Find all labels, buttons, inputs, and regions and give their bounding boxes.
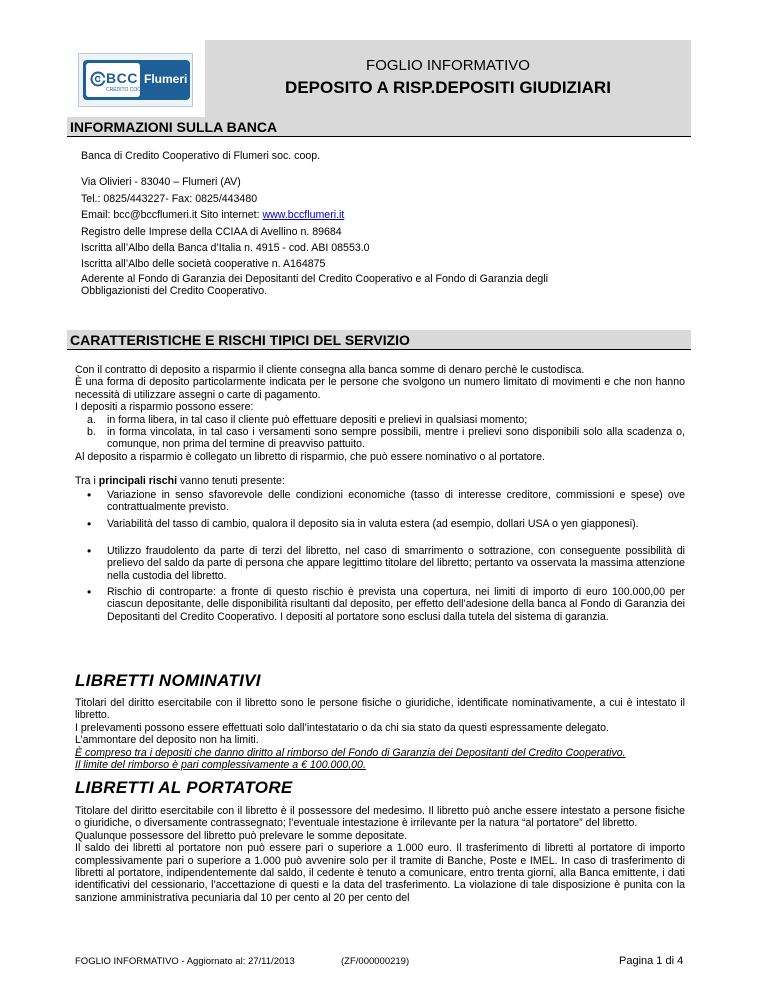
features-p2: È una forma di deposito particolarmente indicata per le persone che svolgono un numero limitato di movimenti e che non hanno necessità di utilizzare assegni o carte di pagamento. bbox=[75, 376, 685, 401]
bcc-logo-icon bbox=[90, 71, 106, 87]
bank-fondo-line1: Aderente al Fondo di Garanzia dei Depositanti del Credito Cooperativo e al Fondo di Garanzia degli bbox=[81, 272, 548, 285]
bank-albo-coop: Iscritta all’Albo delle società cooperative n. A164875 bbox=[81, 258, 326, 271]
logo-subtitle: CREDITO COOPERATIVO bbox=[106, 87, 167, 93]
bank-name: Banca di Credito Cooperativo di Flumeri soc. coop. bbox=[81, 150, 321, 162]
nominativi-p5: Il limite del rimborso è pari complessivamente a € 100.000,00. bbox=[75, 759, 366, 772]
bullet-icon: • bbox=[87, 488, 92, 502]
bank-registry: Registro delle Imprese della CCIAA di Avellino n. 89684 bbox=[81, 225, 342, 238]
risk-item-2: Variabilità del tasso di cambio, qualora il deposito sia in valuta estera (ad esempio, dollari USA o yen giapponesi). bbox=[107, 518, 639, 530]
document-type: FOGLIO INFORMATIVO bbox=[366, 57, 530, 74]
portatore-p3: Il saldo dei libretti al portatore non può essere pari o superiore a 1.000 euro. Il trasferimento di libretti al portatore di importo complessivamente pari o superiore a 1.000 può avvenire solo per il tramite di Banche, Poste e IMEL. In caso di trasferimento di libretti al portatore, indipendentemente dal saldo, il cedente è tenuto a comunicare, entro trenta giorni, alla Banca emittente, i dati identificativi del cessionario, l’accettazione di questi e la data del trasferimento. La violazione di tale disposizione è punita con la sanzione amministrativa pecuniaria dal 10 per cento al 20 per cento del bbox=[75, 842, 685, 904]
item-b-text: in forma vincolata, in tal caso i versamenti sono sempre possibili, mentre i prelievi sono disponibili solo alla scadenza o, comunque, non prima del termine di preavviso pattuito. bbox=[107, 426, 685, 451]
document-title: DEPOSITO A RISP.DEPOSITI GIUDIZIARI bbox=[285, 78, 611, 97]
portatore-body bbox=[75, 805, 685, 904]
features-p1: Con il contratto di deposito a risparmio il cliente consegna alla banca somme di denaro perchè le custodisca. bbox=[75, 364, 585, 376]
page-number: Pagina 1 di 4 bbox=[619, 955, 684, 967]
bank-email-line: Email: bcc@bccflumeri.it Sito internet: www.bccflumeri.it bbox=[81, 209, 345, 222]
footer-updated: FOGLIO INFORMATIVO - Aggiornato al: 27/11/2013 bbox=[75, 956, 295, 967]
risk-item-4: Rischio di controparte: a fronte di questo rischio è prevista una copertura, nei limiti di importo di euro 100.000,00 per ciascun depositante, delle disponibilità risultanti dal deposito, per effetto dell’adesione della banca al Fondo di Garanzia dei Depositanti del Credito Cooperativo. I depositi al portatore sono esclusi dalla tutela del sistema di garanzia. bbox=[107, 586, 685, 623]
risk-item-1: Variazione in senso sfavorevole delle condizioni economiche (tasso di interesse creditore, commissioni e spese) ove contrattualmente previsto. bbox=[107, 489, 685, 514]
risks-intro: Tra i principali rischi vanno tenuti presente: bbox=[75, 475, 285, 487]
bank-albo-bi: Iscritta all’Albo della Banca d’Italia n. 4915 - cod. ABI 08553.0 bbox=[81, 242, 370, 255]
bank-phone: Tel.: 0825/443227- Fax: 0825/443480 bbox=[81, 192, 258, 205]
features-p4: Al deposito a risparmio è collegato un libretto di risparmio, che può essere nominativo o al portatore. bbox=[75, 451, 545, 463]
features-p3: I depositi a risparmio possono essere: bbox=[75, 401, 254, 414]
item-b-label: b. bbox=[87, 426, 96, 438]
bank-fondo-line2: Obbligazionisti del Credito Cooperativo. bbox=[81, 285, 268, 298]
section-heading-features: CARATTERISTICHE E RISCHI TIPICI DEL SERVIZIO bbox=[67, 330, 691, 350]
bank-info-block bbox=[81, 150, 681, 298]
nominativi-p4: È compreso tra i depositi che danno diritto al rimborso del Fondo di Garanzia dei Depositanti del Credito Cooperativo. bbox=[75, 746, 626, 759]
bank-website-link[interactable]: www.bccflumeri.it bbox=[262, 209, 345, 222]
nominativi-p1: Titolari del diritto esercitabile con il libretto sono le persone fisiche o giuridiche, identificate nominativamente, a cui è intestato il libretto. bbox=[75, 697, 685, 722]
bank-address: Via Olivieri - 83040 – Flumeri (AV) bbox=[81, 176, 241, 189]
bullet-icon: • bbox=[87, 585, 92, 599]
section-heading-portatore: LIBRETTI AL PORTATORE bbox=[75, 778, 293, 797]
section-heading-nominativi: LIBRETTI NOMINATIVI bbox=[75, 671, 261, 690]
footer-code: (ZF/000000219) bbox=[341, 956, 410, 967]
logo-bcc-text: BCC bbox=[106, 70, 138, 86]
bank-logo bbox=[67, 40, 205, 120]
bullet-icon: • bbox=[87, 517, 92, 531]
nominativi-body bbox=[75, 697, 685, 771]
nominativi-p3: L’ammontare del deposito non ha limiti. bbox=[75, 734, 259, 747]
risks-emphasis: principali rischi bbox=[98, 475, 178, 487]
features-intro bbox=[75, 364, 685, 414]
portatore-p1: Titolare del diritto esercitabile con il libretto è il possessore del medesimo. Il libretto può anche essere intestato a persone fisiche o giuridiche, o diversamente contrassegnato; l’eventuale intestazione è irrilevante per la natura “al portatore” del libretto. bbox=[75, 805, 685, 830]
logo-flumeri-text: Flumeri bbox=[144, 72, 188, 86]
item-a-text: in forma libera, in tal caso il cliente può effettuare depositi e prelievi in qualsiasi momento; bbox=[107, 414, 528, 426]
item-a-label: a. bbox=[87, 414, 96, 426]
header-title-box bbox=[205, 40, 691, 120]
bullet-icon: • bbox=[87, 544, 92, 558]
nominativi-p2: I prelevamenti possono essere effettuati solo dall’intestatario o da chi sia stato da questi espressamente delegato. bbox=[75, 721, 609, 734]
section-heading-bank-info: INFORMAZIONI SULLA BANCA bbox=[67, 117, 691, 137]
risk-item-3: Utilizzo fraudolento da parte di terzi del libretto, nel caso di smarrimento o sottrazione, con conseguente possibilità di prelievo del saldo da parte di persona che appare legittimo titolare del libretto; pertanto va osservata la massima attenzione nella custodia del libretto. bbox=[107, 545, 685, 582]
portatore-p2: Qualunque possessore del libretto può prelevare le somme depositate. bbox=[75, 829, 408, 842]
document-header bbox=[67, 40, 691, 120]
